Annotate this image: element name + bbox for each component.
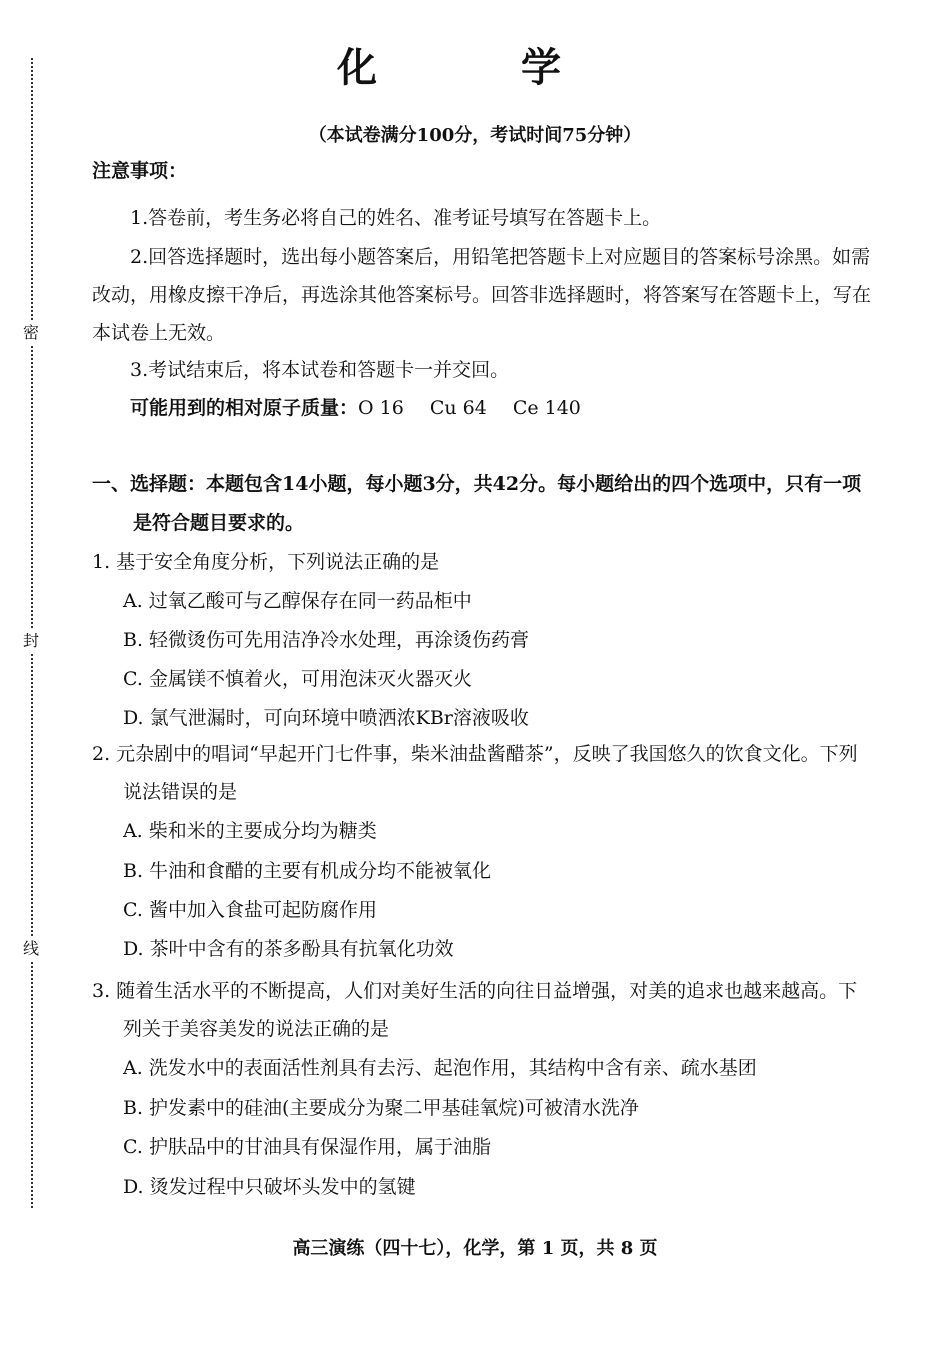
question-2-option-c: C. 酱中加入食盐可起防腐作用 [123,899,377,921]
question-3-stem: 3. 随着生活水平的不断提高，人们对美好生活的向往日益增强，对美的追求也越来越高。下 [92,980,858,1002]
page-title: 化 学 [337,44,613,91]
question-2-option-a: A. 柴和米的主要成分均为糖类 [123,820,377,842]
notice-item-2-end: 本试卷上无效。 [92,322,226,344]
section-heading-cont: 是符合题目要求的。 [133,512,305,534]
atomic-mass-cu: Cu 64 [429,397,487,419]
question-1-option-b: B. 轻微烫伤可先用洁净冷水处理，再涂烫伤药膏 [123,629,530,651]
atomic-mass-label: 可能用到的相对原子质量： [130,397,359,419]
notice-item-2: 2.回答选择题时，选出每小题答案后，用铅笔把答题卡上对应题目的答案标号涂黑。如需 [130,246,871,268]
atomic-mass-ce: Ce 140 [512,397,581,419]
notice-item-3: 3.考试结束后，将本试卷和答题卡一并交回。 [130,359,510,381]
question-3-option-c: C. 护肤品中的甘油具有保湿作用，属于油脂 [123,1136,491,1158]
question-2-stem-cont: 说法错误的是 [123,781,238,803]
question-3-option-d: D. 烫发过程中只破坏头发中的氢键 [123,1176,416,1198]
page-footer: 高三演练（四十七），化学，第 1 页，共 8 页 [292,1238,658,1259]
question-3-stem-cont: 列关于美容美发的说法正确的是 [123,1018,390,1040]
question-1-option-d: D. 氯气泄漏时，可向环境中喷洒浓KBr溶液吸收 [123,707,529,729]
question-1-stem: 1. 基于安全角度分析，下列说法正确的是 [92,551,440,573]
seal-char-xian: 线 [20,938,42,960]
question-3-option-b: B. 护发素中的硅油(主要成分为聚二甲基硅氧烷)可被清水洗净 [123,1097,639,1119]
question-3-option-a: A. 洗发水中的表面活性剂具有去污、起泡作用，其结构中含有亲、疏水基团 [123,1057,757,1079]
question-2-option-d: D. 茶叶中含有的茶多酚具有抗氧化功效 [123,938,454,960]
notice-item-1: 1.答卷前，考生务必将自己的姓名、准考证号填写在答题卡上。 [130,207,662,229]
question-2-option-b: B. 牛油和食醋的主要有机成分均不能被氧化 [123,860,492,882]
question-1-option-a: A. 过氧乙酸可与乙醇保存在同一药品柜中 [123,590,472,612]
section-heading: 一、选择题：本题包含14小题，每小题3分，共42分。每小题给出的四个选项中，只有一项 [92,473,862,495]
seal-char-feng: 封 [20,630,42,652]
question-2-stem: 2. 元杂剧中的唱词“早起开门七件事，柴米油盐酱醋茶”，反映了我国悠久的饮食文化。下列 [92,743,858,765]
notice-heading: 注意事项： [92,160,188,182]
atomic-mass-o: O 16 [358,397,404,419]
exam-info: （本试卷满分100分，考试时间75分钟） [308,125,642,146]
seal-char-mi: 密 [20,322,42,344]
question-1-option-c: C. 金属镁不慎着火，可用泡沫灭火器灭火 [123,668,472,690]
atomic-mass-line [130,393,581,423]
notice-item-2-cont: 改动，用橡皮擦干净后，再选涂其他答案标号。回答非选择题时，将答案写在答题卡上，写在 [92,284,872,306]
